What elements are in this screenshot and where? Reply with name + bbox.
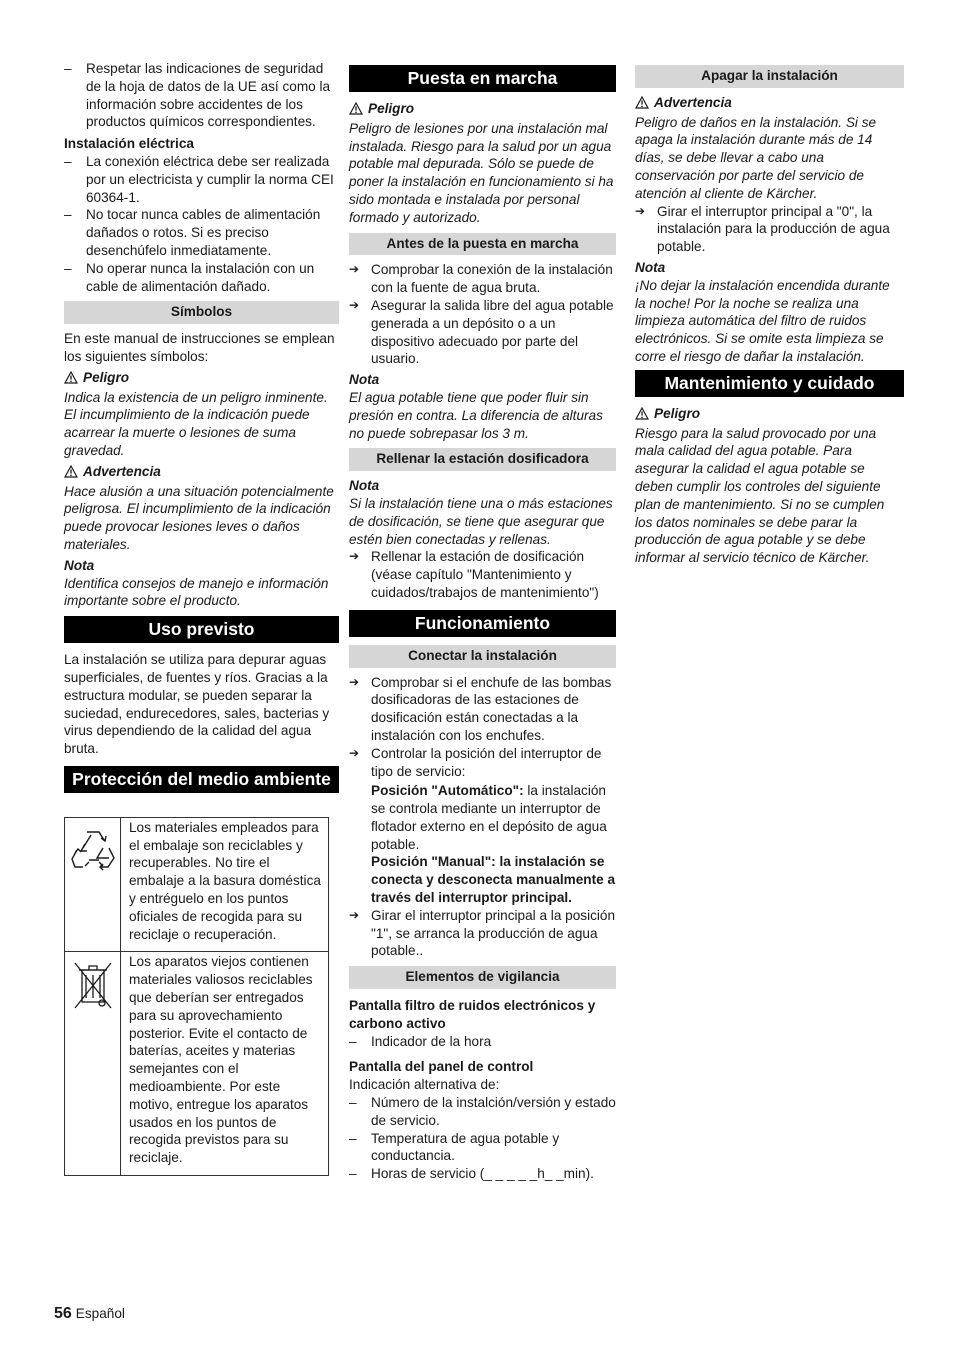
apagar-heading: Apagar la instalación	[635, 65, 904, 88]
auto-position-text: Posición "Automático": la instalación se controla mediante un interruptor de flotador externo en el depósito de agua potable.	[371, 783, 607, 852]
antes-heading: Antes de la puesta en marcha	[349, 233, 616, 256]
peligro-label: Peligro	[349, 100, 616, 120]
list-item: – La conexión eléctrica debe ser realizada por un electricista y cumplir la norma CEI 60364-1.	[64, 153, 334, 205]
list-item: – Número de la instalción/versión y estado de servicio.	[349, 1095, 616, 1128]
electrical-heading: Instalación eléctrica	[64, 136, 194, 152]
advertencia-label: Advertencia	[64, 463, 339, 483]
peligro-label: Peligro	[635, 405, 904, 425]
manual-position-text: Posición "Manual": la instalación se conecta y desconecta manualmente a través del interruptor principal.	[371, 854, 616, 906]
page-number: 56	[54, 1305, 72, 1322]
list-item: – No operar nunca la instalación con un cable de alimentación dañado.	[64, 260, 315, 294]
list-item: – Indicador de la hora	[349, 1033, 492, 1049]
old-appliances-text: Los aparatos viejos contienen materiales valiosos reciclables que deberían ser entregados para su aprovechamiento posterior. Evite el contacto de baterías, aceites y materias semejantes con el medioambiente. Por este motivo, entregue los aparatos usados en los puntos de recogida previstos para su reciclaje.	[121, 952, 329, 1176]
column-right	[635, 60, 904, 567]
safety-list	[64, 60, 339, 131]
mantenimiento-heading: Mantenimiento y cuidado	[635, 370, 904, 397]
list-item: – Respetar las indicaciones de seguridad de la hoja de datos de la UE así como la información sobre accidentes de los productos químicos correspondientes.	[64, 61, 331, 130]
uso-previsto-text: La instalación se utiliza para depurar aguas superficiales, de fuentes y ríos. Gracias a la estructura modular, se pueden separar la suciedad, endurecedores, sales, bacterias y virus dependiendo de la calidad del agua bruta.	[64, 652, 330, 757]
warning-triangle-icon	[635, 407, 649, 425]
column-left	[64, 60, 339, 1176]
vigilancia-heading: Elementos de vigilancia	[349, 966, 616, 989]
warning-triangle-icon	[64, 465, 78, 483]
uso-previsto-heading: Uso previsto	[64, 616, 339, 643]
column-middle	[349, 60, 616, 1183]
nota-label: Nota	[349, 372, 380, 388]
list-item: ➔ Girar el interruptor principal a "0", la instalación para la producción de agua potable.	[635, 203, 890, 255]
list-item: ➔ Asegurar la salida libre del agua potable generada a un depósito o a un dispositivo adecuado por parte del usuario.	[349, 297, 614, 367]
list-item: – No tocar nunca cables de alimentación dañados o rotos. Si es preciso desenchúfelo inmediatamente.	[64, 207, 321, 258]
arrow-icon: ➔	[349, 549, 360, 564]
advertencia-text: Peligro de daños en la instalación. Si se apaga la instalación durante más de 14 días, se debe llevar a cabo una conservación por parte del servicio de atención al cliente de Kärcher.	[635, 114, 877, 201]
conectar-list	[349, 674, 616, 961]
arrow-icon: ➔	[349, 907, 360, 922]
pantalla-panel-list	[349, 1094, 616, 1183]
arrow-icon: ➔	[349, 297, 360, 312]
table-row	[65, 952, 329, 1176]
crossed-bin-icon	[65, 952, 121, 1176]
peligro-label: Peligro	[64, 369, 339, 389]
nota-label: Nota	[635, 259, 666, 275]
puesta-en-marcha-heading: Puesta en marcha	[349, 65, 616, 92]
environment-table	[64, 817, 329, 1176]
nota-text: Identifica consejos de manejo e información importante sobre el producto.	[64, 575, 329, 609]
rellenar-heading: Rellenar la estación dosificadora	[349, 448, 616, 471]
warning-triangle-icon	[349, 102, 363, 120]
nota-text: ¡No dejar la instalación encendida durante la noche! Por la noche se realiza una limpieza automática del filtro de ruidos electrónicos. Si se omite esta limpieza se corre el riesgo de dañar la instalación.	[635, 277, 890, 364]
nota-label: Nota	[64, 557, 95, 573]
environment-heading: Protección del medio ambiente	[64, 766, 339, 793]
rellenar-list	[349, 548, 616, 601]
advertencia-text: Hace alusión a una situación potencialmente peligrosa. El incumplimiento de la indicación puede provocar lesiones leves o daños materiales.	[64, 483, 334, 552]
list-item: – Temperatura de agua potable y conductancia.	[349, 1130, 560, 1164]
funcionamiento-heading: Funcionamiento	[349, 610, 616, 637]
nota-label: Nota	[349, 478, 380, 494]
symbols-intro: En este manual de instrucciones se emplean los siguientes símbolos:	[64, 331, 335, 364]
advertencia-label: Advertencia	[635, 94, 904, 114]
pantalla-filtro-list	[349, 1033, 616, 1051]
peligro-text: Riesgo para la salud provocado por una mala calidad del agua potable. Para asegurar la calidad el agua potable se deben cumplir los controles del siguiente plan de mantenimiento. Si no se cumplen los datos nominales se debe parar la producción de agua potable y se debe informar al servicio técnico de Kärcher.	[635, 425, 885, 566]
electrical-list	[64, 153, 339, 295]
list-item: – Horas de servicio (_ _ _ _ _h_ _min).	[349, 1166, 594, 1182]
list-item: ➔ Comprobar la conexión de la instalación con la fuente de agua bruta.	[349, 262, 613, 296]
list-item: ➔ Rellenar la estación de dosificación (véase capítulo "Mantenimiento y cuidados/trabajos de mantenimiento")	[349, 549, 599, 600]
language-label: Español	[75, 1306, 125, 1321]
arrow-icon: ➔	[349, 262, 360, 277]
list-item: ➔ Controlar la posición del interruptor de tipo de servicio: Posición "Automático": la instalación se controla mediante un interruptor de flotador externo en el depósito de agua potable. Posición "Manual": la instalación se conecta y desconecta manualmente a través del interruptor principal.	[349, 745, 616, 906]
list-item: ➔ Comprobar si el enchufe de las bombas dosificadoras de las estaciones de dosificación están conectadas a la instalación con los enchufes.	[349, 674, 612, 743]
table-row	[65, 817, 329, 952]
antes-list	[349, 261, 616, 368]
warning-triangle-icon	[64, 371, 78, 389]
warning-triangle-icon	[635, 96, 649, 114]
apagar-list	[635, 203, 904, 256]
conectar-heading: Conectar la instalación	[349, 645, 616, 668]
arrow-icon: ➔	[635, 203, 646, 218]
pantalla-panel-intro: Indicación alternativa de:	[349, 1077, 500, 1093]
arrow-icon: ➔	[349, 745, 360, 760]
nota-text: El agua potable tiene que poder fluir sin presión en contra. La diferencia de alturas no puede sobrepasar los 3 m.	[349, 389, 603, 441]
pantalla-filtro-heading: Pantalla filtro de ruidos electrónicos y carbono activo	[349, 998, 596, 1031]
peligro-text: Peligro de lesiones por una instalación mal instalada. Riesgo para la salud por un agua potable mal depurada. Sólo se puede de poner la instalación en funcionamiento si ha sido montada e instalada por personal formado y autorizado.	[349, 120, 614, 225]
peligro-text: Indica la existencia de un peligro inminente. El incumplimiento de la indicación puede acarrear la muerte o lesiones de suma gravedad.	[64, 389, 328, 458]
page-footer	[54, 1305, 125, 1323]
arrow-icon: ➔	[349, 674, 360, 689]
packaging-text: Los materiales empleados para el embalaje son reciclables y recuperables. No tire el embalaje a la basura doméstica y entréguelo en los puntos oficiales de recogida para su reciclaje o recuperación.	[121, 817, 329, 952]
list-item: ➔ Girar el interruptor principal a la posición "1", se arranca la producción de agua potable..	[349, 907, 616, 959]
pantalla-panel-heading: Pantalla del panel de control	[349, 1059, 534, 1075]
symbols-heading: Símbolos	[64, 301, 339, 324]
nota-text: Si la instalación tiene una o más estaciones de dosificación, se tiene que asegurar que estén bien conectadas y rellenas.	[349, 495, 613, 547]
recycle-icon	[65, 817, 121, 952]
